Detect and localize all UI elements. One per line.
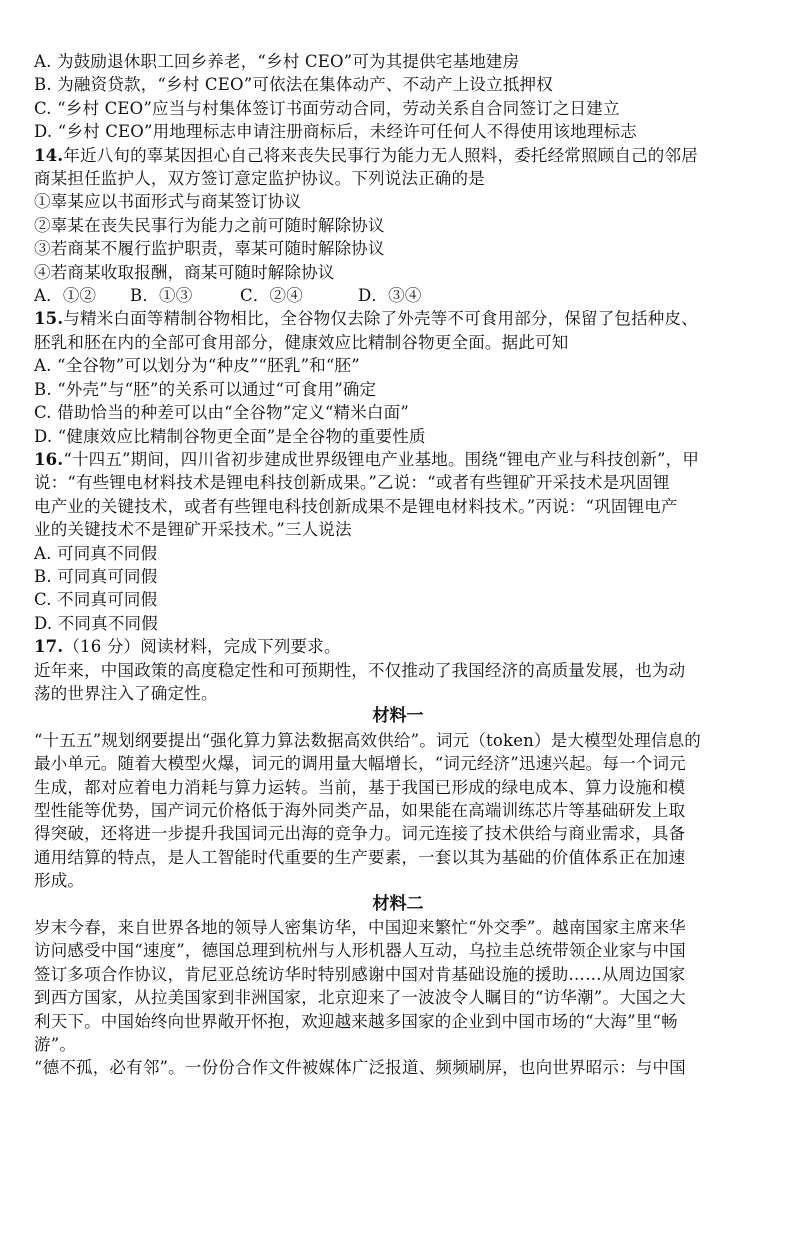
q14-number: 14. bbox=[34, 145, 64, 165]
q14-stem-line-1 bbox=[34, 144, 762, 167]
q14-item-2: ②辜某在丧失民事行为能力之前可随时解除协议 bbox=[34, 215, 385, 235]
q14-choice-d: D．③④ bbox=[358, 286, 422, 306]
q14-stem-text-1: 年近八旬的辜某因担心自己将来丧失民事行为能力无人照料，委托经常照顾自己的邻居 bbox=[63, 145, 698, 165]
material-2-line: 利天下。中国始终向世界敞开怀抱，欢迎越来越多国家的企业到中国市场的“大海”里“畅 bbox=[34, 1011, 678, 1031]
exam-page bbox=[34, 50, 762, 1080]
material-2-title: 材料二 bbox=[372, 893, 424, 914]
q16-stem-line-4: 业的关键技术不是锂矿开采技术。”三人说法 bbox=[34, 520, 352, 540]
material-1-line: 形成。 bbox=[34, 871, 85, 891]
q14-choice-b: B．①③ bbox=[130, 286, 193, 306]
q14-choice-c: C．②④ bbox=[240, 286, 303, 306]
material-1-line: 生成，都对应着电力消耗与算力运转。当前，基于我国已形成的绿电成本、算力设施和模 bbox=[34, 777, 686, 797]
q13-option-d: D. “乡村 CEO”用地理标志申请注册商标后，未经许可任何人不得使用该地理标志 bbox=[34, 122, 637, 142]
q16-option-c: C. 不同真可同假 bbox=[34, 590, 158, 610]
q17-stem-text: （16 分）阅读材料，完成下列要求。 bbox=[63, 637, 341, 657]
material-1-line: “十五五”规划纲要提出“强化算力算法数据高效供给”。词元（token）是大模型处理信息的 bbox=[34, 730, 701, 750]
material-2-line: 访问感受中国“速度”，德国总理到杭州与人形机器人互动，乌拉圭总统带领企业家与中国 bbox=[34, 941, 686, 961]
q17-stem bbox=[34, 635, 762, 658]
q15-stem-line-2: 胚乳和胚在内的全部可食用部分，健康效应比精制谷物更全面。据此可知 bbox=[34, 332, 569, 352]
material-1-title: 材料一 bbox=[372, 706, 424, 727]
q14-item-4: ④若商某收取报酬，商某可随时解除协议 bbox=[34, 262, 335, 282]
q13-option-a: A. 为鼓励退休职工回乡养老，“乡村 CEO”可为其提供宅基地建房 bbox=[34, 52, 520, 71]
q16-number: 16. bbox=[34, 449, 64, 469]
q15-number: 15. bbox=[34, 309, 64, 329]
q16-option-a: A. 可同真不同假 bbox=[34, 543, 158, 563]
q16-option-d: D. 不同真不同假 bbox=[34, 613, 158, 633]
material-1-line: 型性能等优势，国产词元价格低于海外同类产品，如果能在高端训练芯片等基础研发上取 bbox=[34, 801, 686, 820]
q15-stem-line-1 bbox=[34, 307, 762, 330]
material-2-line: “德不孤，必有邻”。一份份合作文件被媒体广泛报道、频频刷屏，也向世界昭示：与中国 bbox=[34, 1058, 686, 1078]
q14-choice-a: A．①② bbox=[34, 286, 97, 306]
material-2-line: 签订多项合作协议，肯尼亚总统访华时特别感谢中国对肯基础设施的援助……从周边国家 bbox=[34, 964, 686, 984]
q16-option-b: B. 可同真可同假 bbox=[34, 566, 158, 586]
q15-stem-text-1: 与精米白面等精制谷物相比，全谷物仅去除了外壳等不可食用部分，保留了包括种皮、 bbox=[63, 309, 698, 329]
q17-number: 17. bbox=[34, 637, 64, 657]
q14-item-1: ①辜某应以书面形式与商某签订协议 bbox=[34, 192, 302, 212]
q13-option-c: C. “乡村 CEO”应当与村集体签订书面劳动合同，劳动关系自合同签订之日建立 bbox=[34, 98, 620, 118]
q15-option-d: D. “健康效应比精制谷物更全面”是全谷物的重要性质 bbox=[34, 426, 426, 446]
q16-stem-line-1 bbox=[34, 448, 762, 471]
q16-stem-line-3: 电产业的关键技术，或者有些锂电科技创新成果不是锂电材料技术。”丙说：“巩固锂电产 bbox=[34, 496, 678, 516]
q14-choices bbox=[34, 284, 762, 307]
material-2-line: 游”。 bbox=[34, 1035, 77, 1055]
q14-item-3: ③若商某不履行监护职责，辜某可随时解除协议 bbox=[34, 239, 385, 259]
q16-stem-line-2: 说：“有些锂电材料技术是锂电科技创新成果。”乙说：“或者有些锂矿开采技术是巩固锂 bbox=[34, 473, 670, 493]
material-1-line: 通用结算的特点，是人工智能时代重要的生产要素，一套以其为基础的价值体系正在加速 bbox=[34, 847, 686, 867]
q13-option-b: B. 为融资贷款，“乡村 CEO”可依法在集体动产、不动产上设立抵押权 bbox=[34, 75, 553, 95]
material-2-line: 岁末今春，来自世界各地的领导人密集访华，中国迎来繁忙“外交季”。越南国家主席来华 bbox=[34, 918, 686, 938]
q17-intro-line-2: 荡的世界注入了确定性。 bbox=[34, 683, 218, 703]
material-1-line: 最小单元。随着大模型火爆，词元的调用量大幅增长，“词元经济”迅速兴起。每一个词元 bbox=[34, 754, 686, 774]
q16-stem-text-1: “十四五”期间，四川省初步建成世界级锂电产业基地。围绕“锂电产业与科技创新”，甲 bbox=[63, 449, 700, 469]
q15-option-c: C. 借助恰当的种差可以由“全谷物”定义“精米白面” bbox=[34, 403, 409, 423]
q14-stem-line-2: 商某担任监护人，双方签订意定监护协议。下列说法正确的是 bbox=[34, 169, 485, 189]
material-1-line: 得突破，还将进一步提升我国词元出海的竞争力。词元连接了技术供给与商业需求，具备 bbox=[34, 824, 686, 844]
q15-option-b: B. “外壳”与“胚”的关系可以通过“可食用”确定 bbox=[34, 379, 377, 399]
material-2-line: 到西方国家，从拉美国家到非洲国家，北京迎来了一波波令人瞩目的“访华潮”。大国之大 bbox=[34, 988, 686, 1008]
q15-option-a: A. “全谷物”可以划分为“种皮”“胚乳”和“胚” bbox=[34, 356, 360, 376]
q17-intro-line-1: 近年来，中国政策的高度稳定性和可预期性，不仅推动了我国经济的高质量发展，也为动 bbox=[34, 660, 686, 680]
